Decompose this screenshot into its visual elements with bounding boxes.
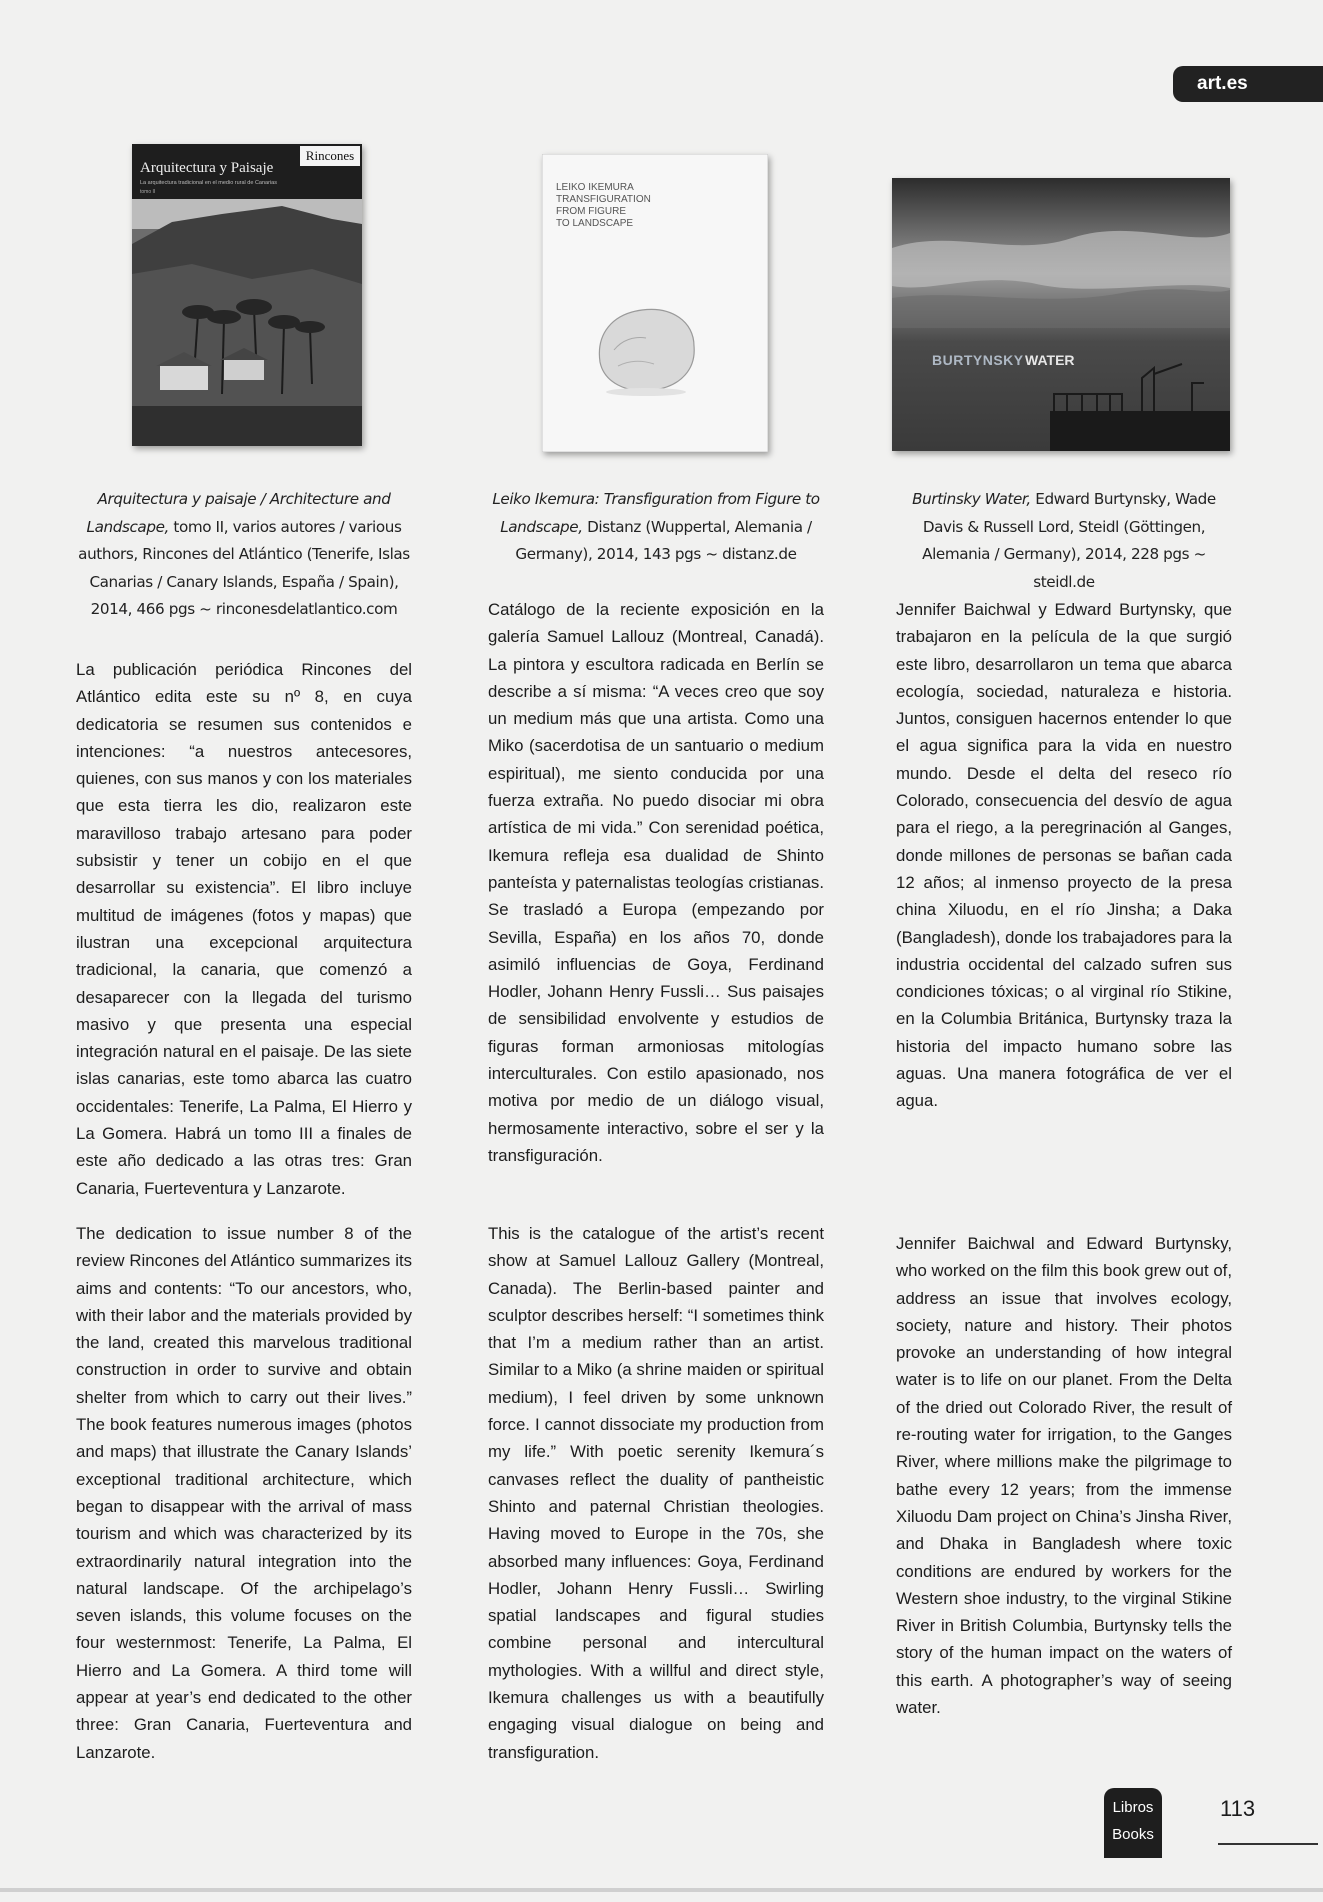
folio-rule	[1218, 1843, 1318, 1845]
review-text-es: Jennifer Baichwal y Edward Burtynsky, que trabajaron en la película de la que surgió este libro, desarrollaron un tema que abarca ecología, sociedad, naturaleza e historia. Juntos, consiguen hacernos entender lo que el agua significa para la vida en nuestro mundo. Desde el delta del reseco río Colorado, consecuencia del desvío de agua para el riego, a la peregrinación al Ganges, donde millones de personas se bañan cada 12 años; al inmenso proyecto de la presa china Xiluodu, en el río Jinsha; a Daka (Bangladesh), donde los trabajadores para la industria occidental del calzado sufren sus condiciones tóxicas; o al virginal río Stikine, en la Columbia Británica, Burtynsky traza la historia del impacto humano sobre las aguas. Una manera fotográfica de ver el agua.	[896, 600, 1232, 1111]
cover-title: Arquitectura y Paisaje	[140, 160, 274, 176]
caption-book-details: Distanz (Wuppertal, Alemania / Germany), 2014, 143 pgs ~ distanz.de	[515, 517, 812, 563]
cover-volume: tomo II	[140, 189, 156, 195]
caption-book-title: Arquitectura y paisaje / Architecture and Landscape,	[86, 490, 391, 536]
review-text-en: Jennifer Baichwal and Edward Burtynsky, who worked on the film this book grew out of, address an issue that involves ecology, society, nature and history. Their photos provoke an understanding of how integral water is to life on our planet. From the Delta of the dried out Colorado River, the result of re-routing water for irrigation, to the Ganges River, where millions make the pilgrimage to bathe every 12 years; from the immense Xiluodu Dam project on China’s Jinsha River, and Dhaka in Bangladesh where toxic conditions are endured by workers for the Western shoe industry, to the virginal Stikine River in British Columbia, Burtynsky tells the story of the human impact on the waters of this earth. A photographer’s way of seeing water.	[896, 1234, 1232, 1718]
book-cover-arquitectura	[132, 144, 362, 446]
section-label-es: Libros	[1112, 1799, 1154, 1816]
section-label-en: Books	[1112, 1826, 1154, 1843]
caption-book-details: Edward Burtynsky, Wade Davis & Russell Lord, Steidl (Göttingen, Alemania / Germany), 2014, 228 pgs ~ steidl.de	[922, 490, 1216, 591]
book-cover-burtynsky	[892, 178, 1230, 451]
cover-publisher-mark: Rincones	[305, 148, 355, 163]
caption-book-details: tomo II, varios autores / various authors, Rincones del Atlántico (Tenerife, Islas Canarias / Canary Islands, España / Spain), 2014, 466 pgs ~ rinconesdelatlantico.com	[78, 517, 410, 618]
caption-book-title: Leiko Ikemura: Transfiguration from Figure to Landscape,	[492, 490, 820, 536]
cover-title-line: LEIKO IKEMURA	[556, 182, 634, 193]
review-text-en: The dedication to issue number 8 of the review Rincones del Atlántico summarizes its aims and contents: “To our ancestors, who, with their labor and the materials provided by the land, created this marvelous traditional construction in order to survive and obtain shelter from which to carry out their lives.” The book features numerous images (photos and maps) that illustrate the Canary Islands’ exceptional traditional architecture, which began to disappear with the arrival of mass tourism and which was characterized by its extraordinarily natural integration into the natural landscape. Of the archipelago’s seven islands, this volume focuses on the four westernmost: Tenerife, La Palma, El Hierro and La Gomera. A third tome will appear at year’s end dedicated to the other three: Gran Canaria, Fuerteventura and Lanzarote.	[76, 1224, 412, 1762]
book-caption	[76, 486, 412, 624]
cover-title-line: FROM FIGURE	[556, 206, 626, 217]
review-text-en: This is the catalogue of the artist’s recent show at Samuel Lallouz Gallery (Montreal, Canada). The Berlin-based painter and sculptor describes herself: “I sometimes think that I’m a medium rather than an artist. Similar to a Miko (a shrine maiden or spiritual medium), I feel driven by some unknown force. I cannot dissociate my production from my life.” With poetic serenity Ikemura´s canvases reflect the duality of pantheistic Shinto and paternal Christian theologies. Having moved to Europe in the 70s, she absorbed many influences: Goya, Ferdinand Hodler, Johann Henry Fussli… Swirling spatial landscapes and figural studies combine personal and intercultural mythologies. With a willful and direct style, Ikemura challenges us with a beautifully engaging visual dialogue on being and transfiguration.	[488, 1224, 824, 1762]
book-cover-ikemura	[542, 154, 768, 452]
cover-title-part2: WATER	[1025, 352, 1075, 368]
scan-edge	[0, 1888, 1323, 1892]
page-number: 113	[1220, 1796, 1256, 1821]
book-caption	[488, 486, 824, 569]
caption-book-title: Burtinsky Water,	[912, 490, 1031, 508]
review-text-es: Catálogo de la reciente exposición en la galería Samuel Lallouz (Montreal, Canadá). La pintora y escultora radicada en Berlín se describe a sí misma: “A veces creo que soy un medium más que una artista. Como una Miko (sacerdotisa de un santuario o medium espiritual), me siento conducida por una fuerza extraña. No puedo disociar mi obra artística de mi vida.” Con serenidad poética, Ikemura refleja esa dualidad de Shinto panteísta y paternalistas teologías cristianas. Se trasladó a Europa (empezando por Sevilla, España) en los años 70, donde asimiló influencias de Goya, Ferdinand Hodler, Johann Henry Fussli… Sus paisajes de sensibilidad envolvente y estudios de figuras forman armoniosas mitologías interculturales. Con estilo apasionado, nos motiva por medio de un diálogo visual, hermosamente interactivo, sobre el ser y la transfiguración.	[488, 600, 824, 1165]
cover-title-line: TO LANDSCAPE	[556, 218, 634, 229]
cover-subtitle: La arquitectura tradicional en el medio rural de Canarias	[140, 180, 277, 186]
magazine-tab: art.es	[1173, 66, 1323, 102]
cover-title-line: TRANSFIGURATION	[556, 194, 651, 205]
section-tab	[1104, 1788, 1162, 1858]
book-caption	[896, 486, 1232, 596]
cover-title-part1: BURTYNSKY	[932, 352, 1024, 368]
review-text-es: La publicación periódica Rincones del Atlántico edita este su nº 8, en cuya dedicatoria se resumen sus contenidos e intenciones: “a nuestros antecesores, quienes, con sus manos y con los materiales que esta tierra les dio, realizaron este maravilloso trabajo artesano para poder subsistir y tener un cobijo en el que desarrollar su existencia”. El libro incluye multitud de imágenes (fotos y mapas) que ilustran una excepcional arquitectura tradicional, la canaria, que comenzó a desaparecer con la llegada del turismo masivo y que presenta una especial integración natural en el paisaje. De las siete islas canarias, este tomo abarca las cuatro occidentales: Tenerife, La Palma, El Hierro y La Gomera. Habrá un tomo III a finales de este año dedicado a las otras tres: Gran Canaria, Fuerteventura y Lanzarote.	[76, 660, 412, 1198]
